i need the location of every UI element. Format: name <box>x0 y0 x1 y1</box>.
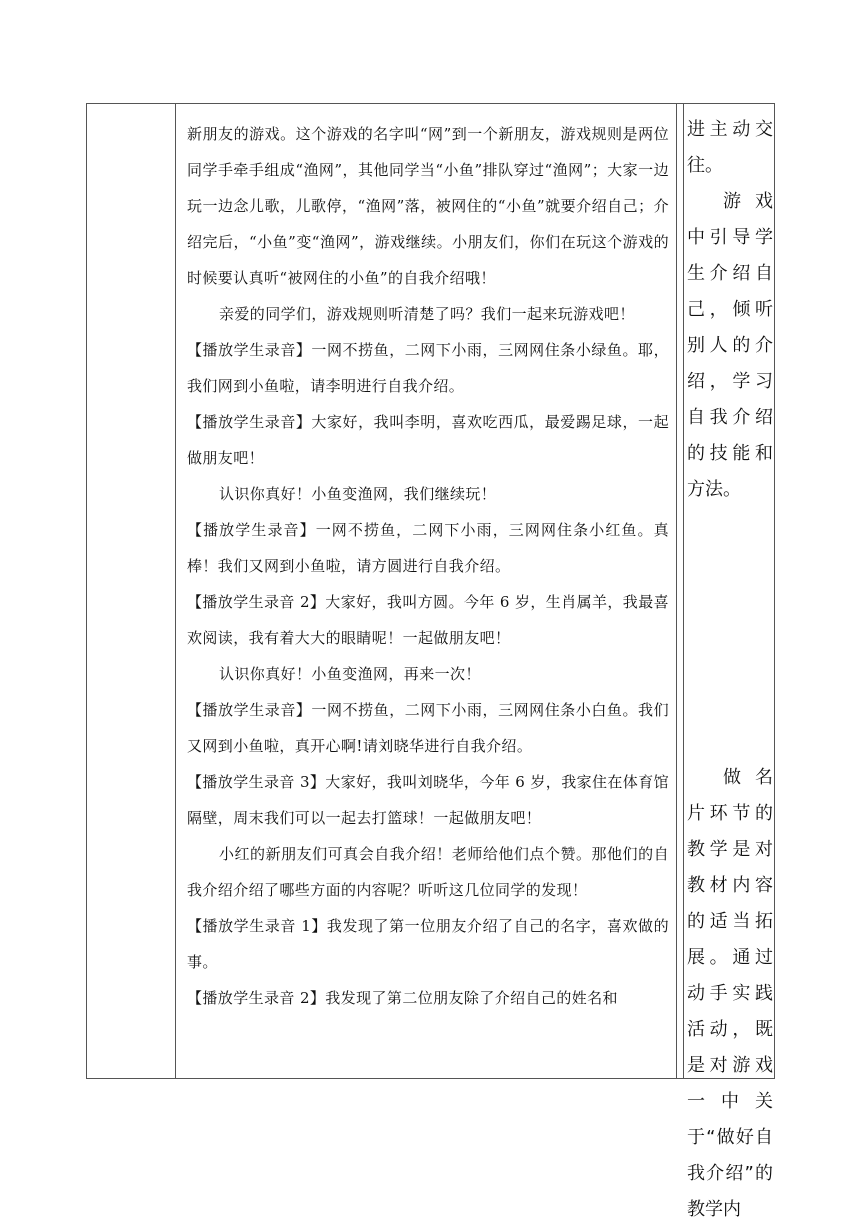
paragraph: 认识你真好！小鱼变渔网，我们继续玩！ <box>219 485 497 503</box>
paragraph: 【播放学生录音】一网不捞鱼，二网下小雨，三网网住条小红鱼。真棒！我们又网到小鱼啦，请方圆进行自我介绍。 <box>187 521 669 575</box>
paragraph: 【播放学生录音】一网不捞鱼，二网下小雨，三网网住条小白鱼。我们又网到小鱼啦，真开心啊!请刘晓华进行自我介绍。 <box>187 701 669 755</box>
paragraph: 【播放学生录音】一网不捞鱼，二网下小雨，三网网住条小绿鱼。耶，我们网到小鱼啦，请李明进行自我介绍。 <box>187 341 669 395</box>
design-note: 做名片环节的教学是对教材内容的适当拓展。通过动手实践活动，既是对游戏一中关于“做好自我介绍”的教学内 <box>687 767 773 1220</box>
design-intent-column <box>687 760 773 1228</box>
teaching-process-column <box>187 104 669 1016</box>
paragraph: 【播放学生录音 1】我发现了第一位朋友介绍了自己的名字，喜欢做的事。 <box>187 917 669 971</box>
paragraph: 【播放学生录音 2】我发现了第二位朋友除了介绍自己的姓名和 <box>187 989 618 1007</box>
column-divider <box>676 104 677 1078</box>
column-divider <box>683 104 684 1078</box>
paragraph: 新朋友的游戏。这个游戏的名字叫“网”到一个新朋友，游戏规则是两位同学手牵手组成“渔网”，其他同学当“小鱼”排队穿过“渔网”；大家一边玩一边念儿歌，儿歌停，“渔网”落，被网住的“小鱼”就要介绍自己；介绍完后，“小鱼”变“渔网”，游戏继续。小朋友们，你们在玩这个游戏的时候要认真听“被网住的小鱼”的自我介绍哦！ <box>187 125 669 287</box>
design-note: 游戏中引导学生介绍自己，倾听别人的介绍，学习自我介绍的技能和方法。 <box>687 191 773 500</box>
paragraph: 【播放学生录音】大家好，我叫李明，喜欢吃西瓜，最爱踢足球，一起做朋友吧！ <box>187 413 669 467</box>
column-divider <box>175 104 176 1078</box>
paragraph: 【播放学生录音 3】大家好，我叫刘晓华，今年 6 岁，我家住在体育馆隔壁，周末我们可以一起去打篮球！一起做朋友吧！ <box>187 773 669 827</box>
paragraph: 【播放学生录音 2】大家好，我叫方圆。今年 6 岁，生肖属羊，我最喜欢阅读，我有着大大的眼睛呢！一起做朋友吧！ <box>187 593 669 647</box>
design-note: 进主动交往。 <box>687 119 773 176</box>
design-intent-column <box>687 112 773 508</box>
paragraph: 亲爱的同学们，游戏规则听清楚了吗？我们一起来玩游戏吧！ <box>219 305 635 323</box>
paragraph: 认识你真好！小鱼变渔网，再来一次！ <box>219 665 481 683</box>
paragraph: 小红的新朋友们可真会自我介绍！老师给他们点个赞。那他们的自我介绍介绍了哪些方面的内容呢？听听这几位同学的发现！ <box>187 845 669 899</box>
lesson-plan-table <box>86 103 775 1220</box>
